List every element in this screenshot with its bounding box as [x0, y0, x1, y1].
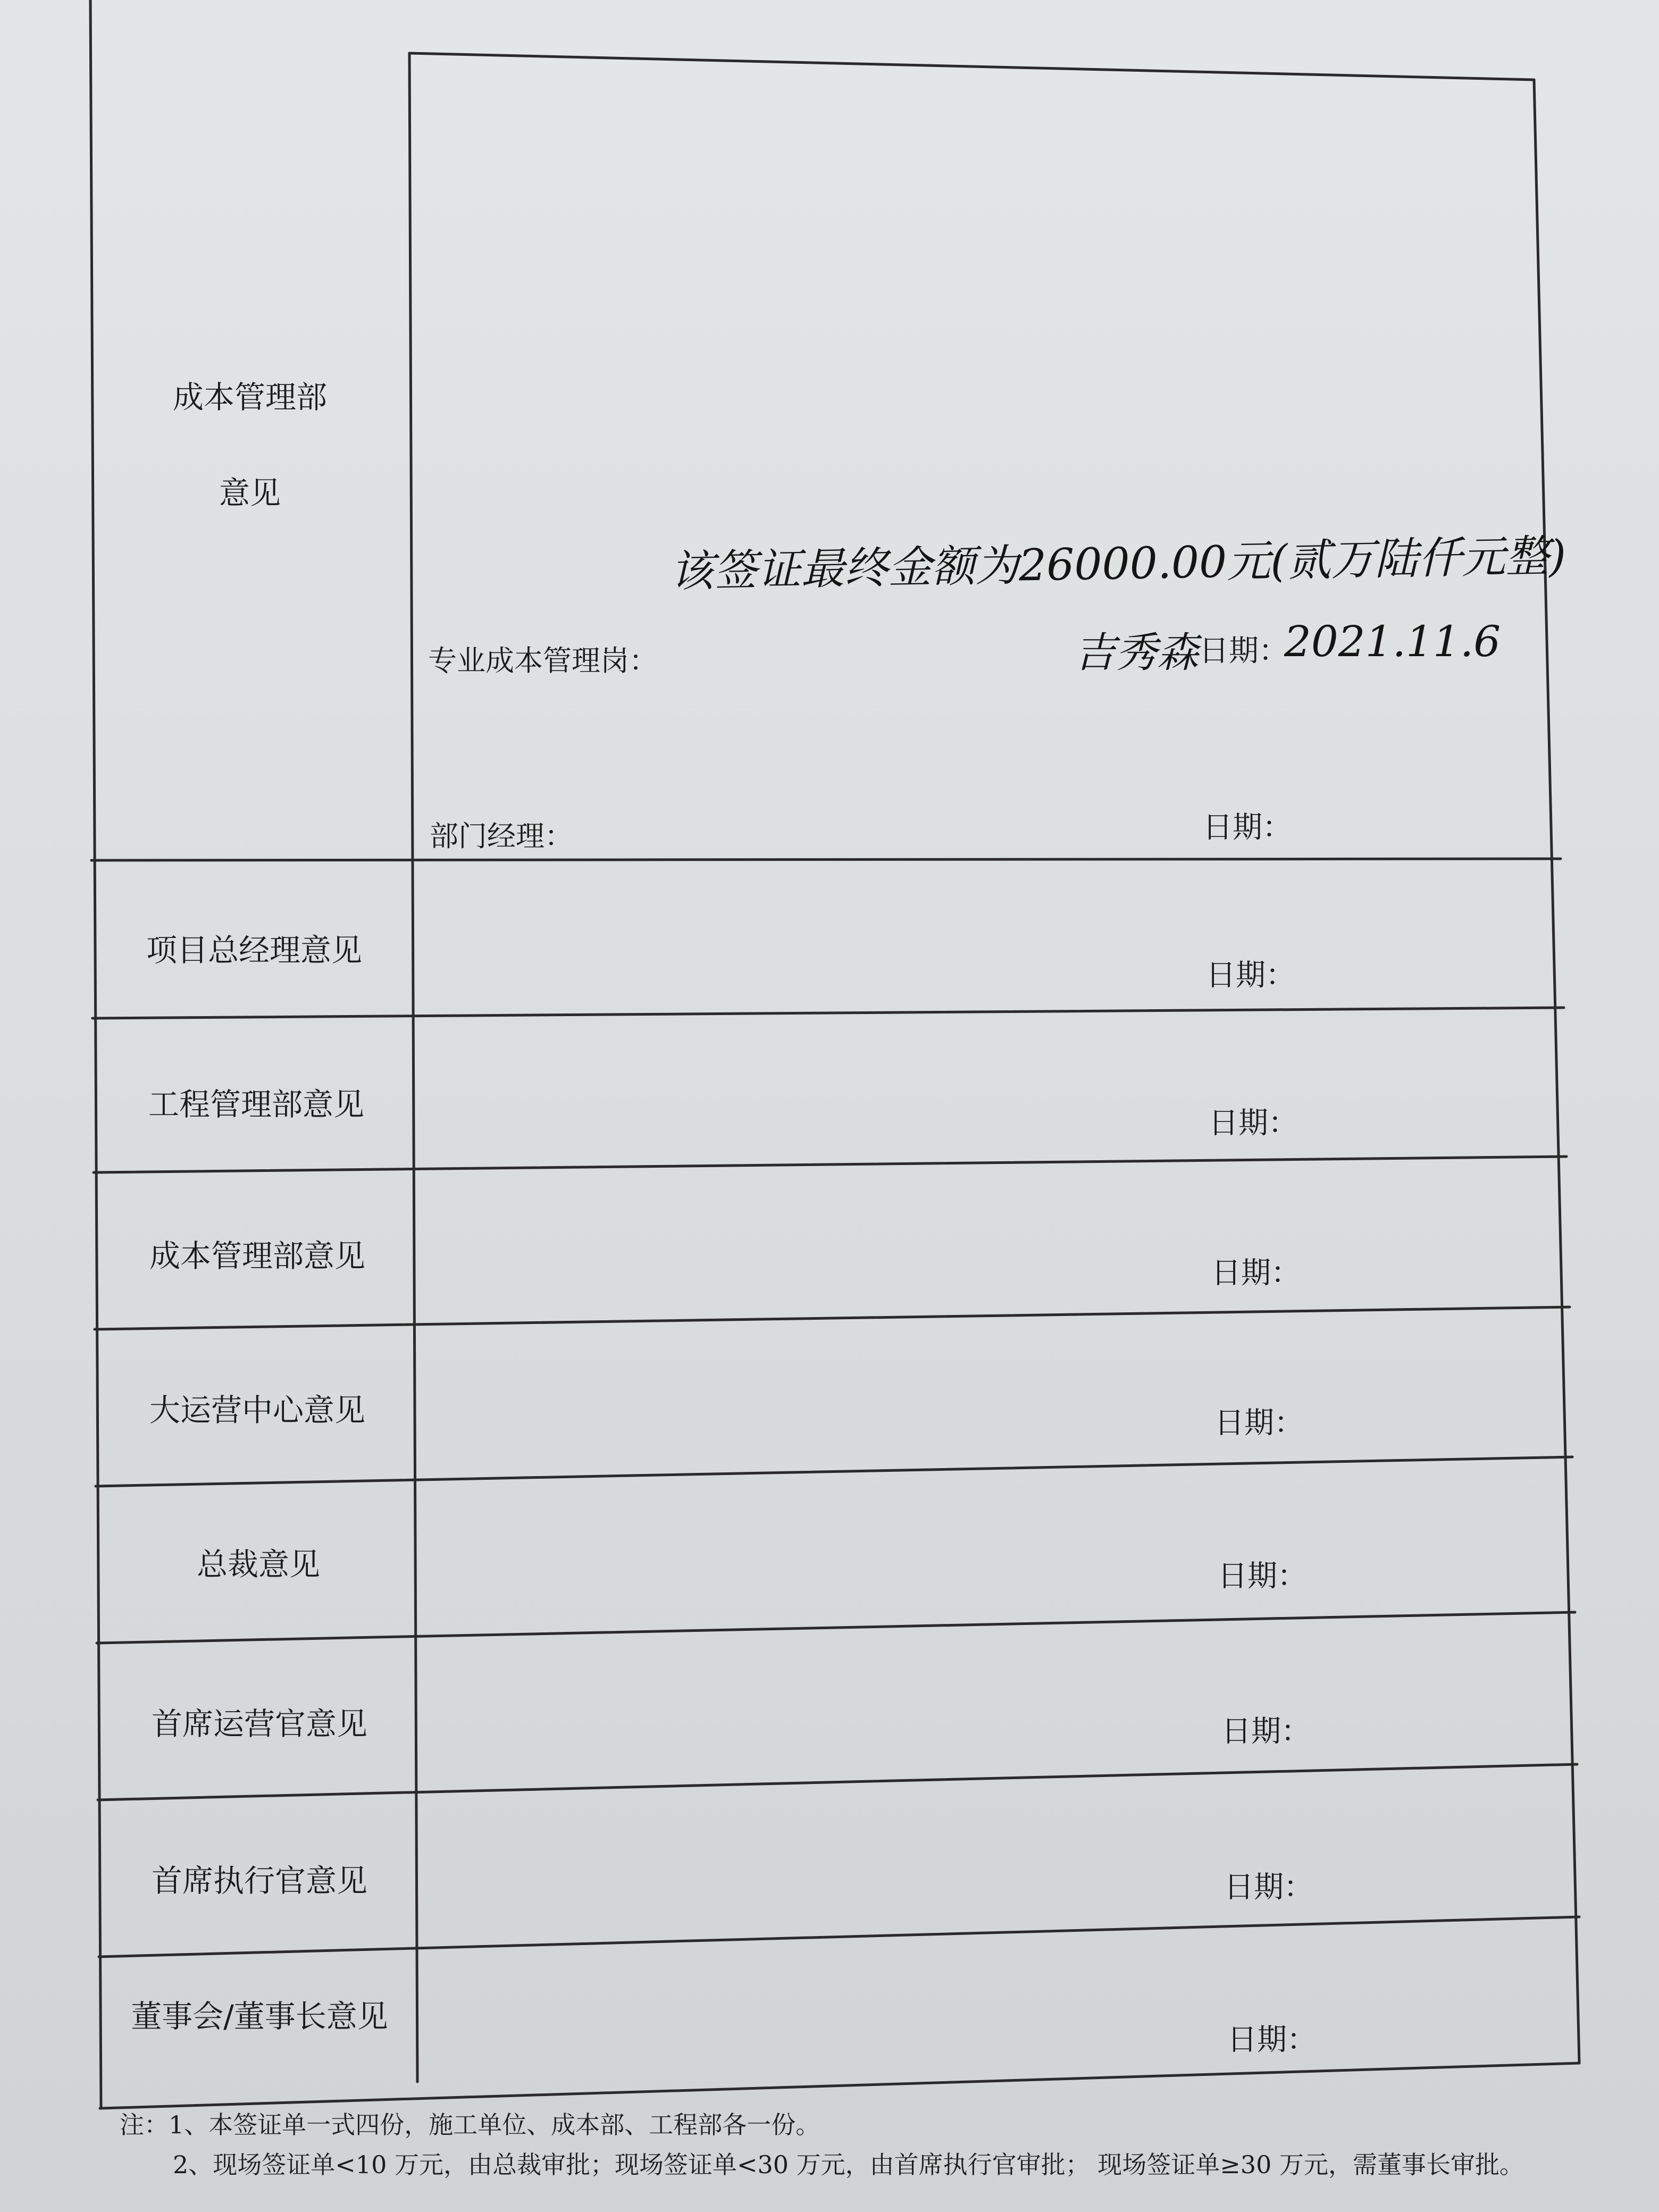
- note-line-2: 2、现场签证单<10 万元，由总裁审批；现场签证单<30 万元，由首席执行官审批； 现场签证单≥30 万元，需董事长审批。: [173, 2150, 1524, 2179]
- row-label-ceo: 首席执行官意见: [151, 1863, 368, 1899]
- cost-post-signature: 吉秀森: [1074, 629, 1199, 677]
- row-date-operations-center: 日期：: [1214, 1406, 1304, 1440]
- row-date-board-chairman: 日期：: [1227, 2023, 1317, 2057]
- row-label-project-gm: 项目总经理意见: [146, 932, 363, 968]
- cost-post-label: 专业成本管理岗：: [428, 644, 658, 677]
- row-label-operations-center: 大运营中心意见: [149, 1392, 366, 1428]
- cost-dept-label-line2: 意见: [219, 475, 281, 511]
- row-date-cost-dept: 日期：: [1211, 1256, 1301, 1291]
- handwritten-cost-opinion: 该签证最终金额为26000.00元(贰万陆仟元整): [669, 531, 1566, 597]
- row-label-engineering: 工程管理部意见: [148, 1086, 365, 1122]
- row-date-president: 日期：: [1218, 1559, 1307, 1594]
- row-label-president: 总裁意见: [196, 1546, 321, 1582]
- cost-post-date-value: 2021.11.6: [1284, 617, 1501, 666]
- note-line-1: 注：1、本签证单一式四份，施工单位、成本部、工程部各一份。: [120, 2110, 820, 2139]
- row-label-board-chairman: 董事会/董事长意见: [131, 1998, 388, 2034]
- row-label-coo: 首席运营官意见: [151, 1706, 368, 1742]
- dept-manager-date-label: 日期：: [1203, 810, 1292, 845]
- cost-post-date-label: 日期：: [1199, 634, 1288, 668]
- row-date-coo: 日期：: [1221, 1714, 1311, 1749]
- row-label-cost-dept: 成本管理部意见: [149, 1238, 366, 1274]
- dept-manager-label: 部门经理：: [430, 819, 573, 853]
- row-date-ceo: 日期：: [1224, 1870, 1313, 1905]
- row-date-project-gm: 日期：: [1206, 958, 1295, 993]
- row-date-engineering: 日期：: [1209, 1106, 1298, 1141]
- cost-dept-label-line1: 成本管理部: [172, 379, 328, 415]
